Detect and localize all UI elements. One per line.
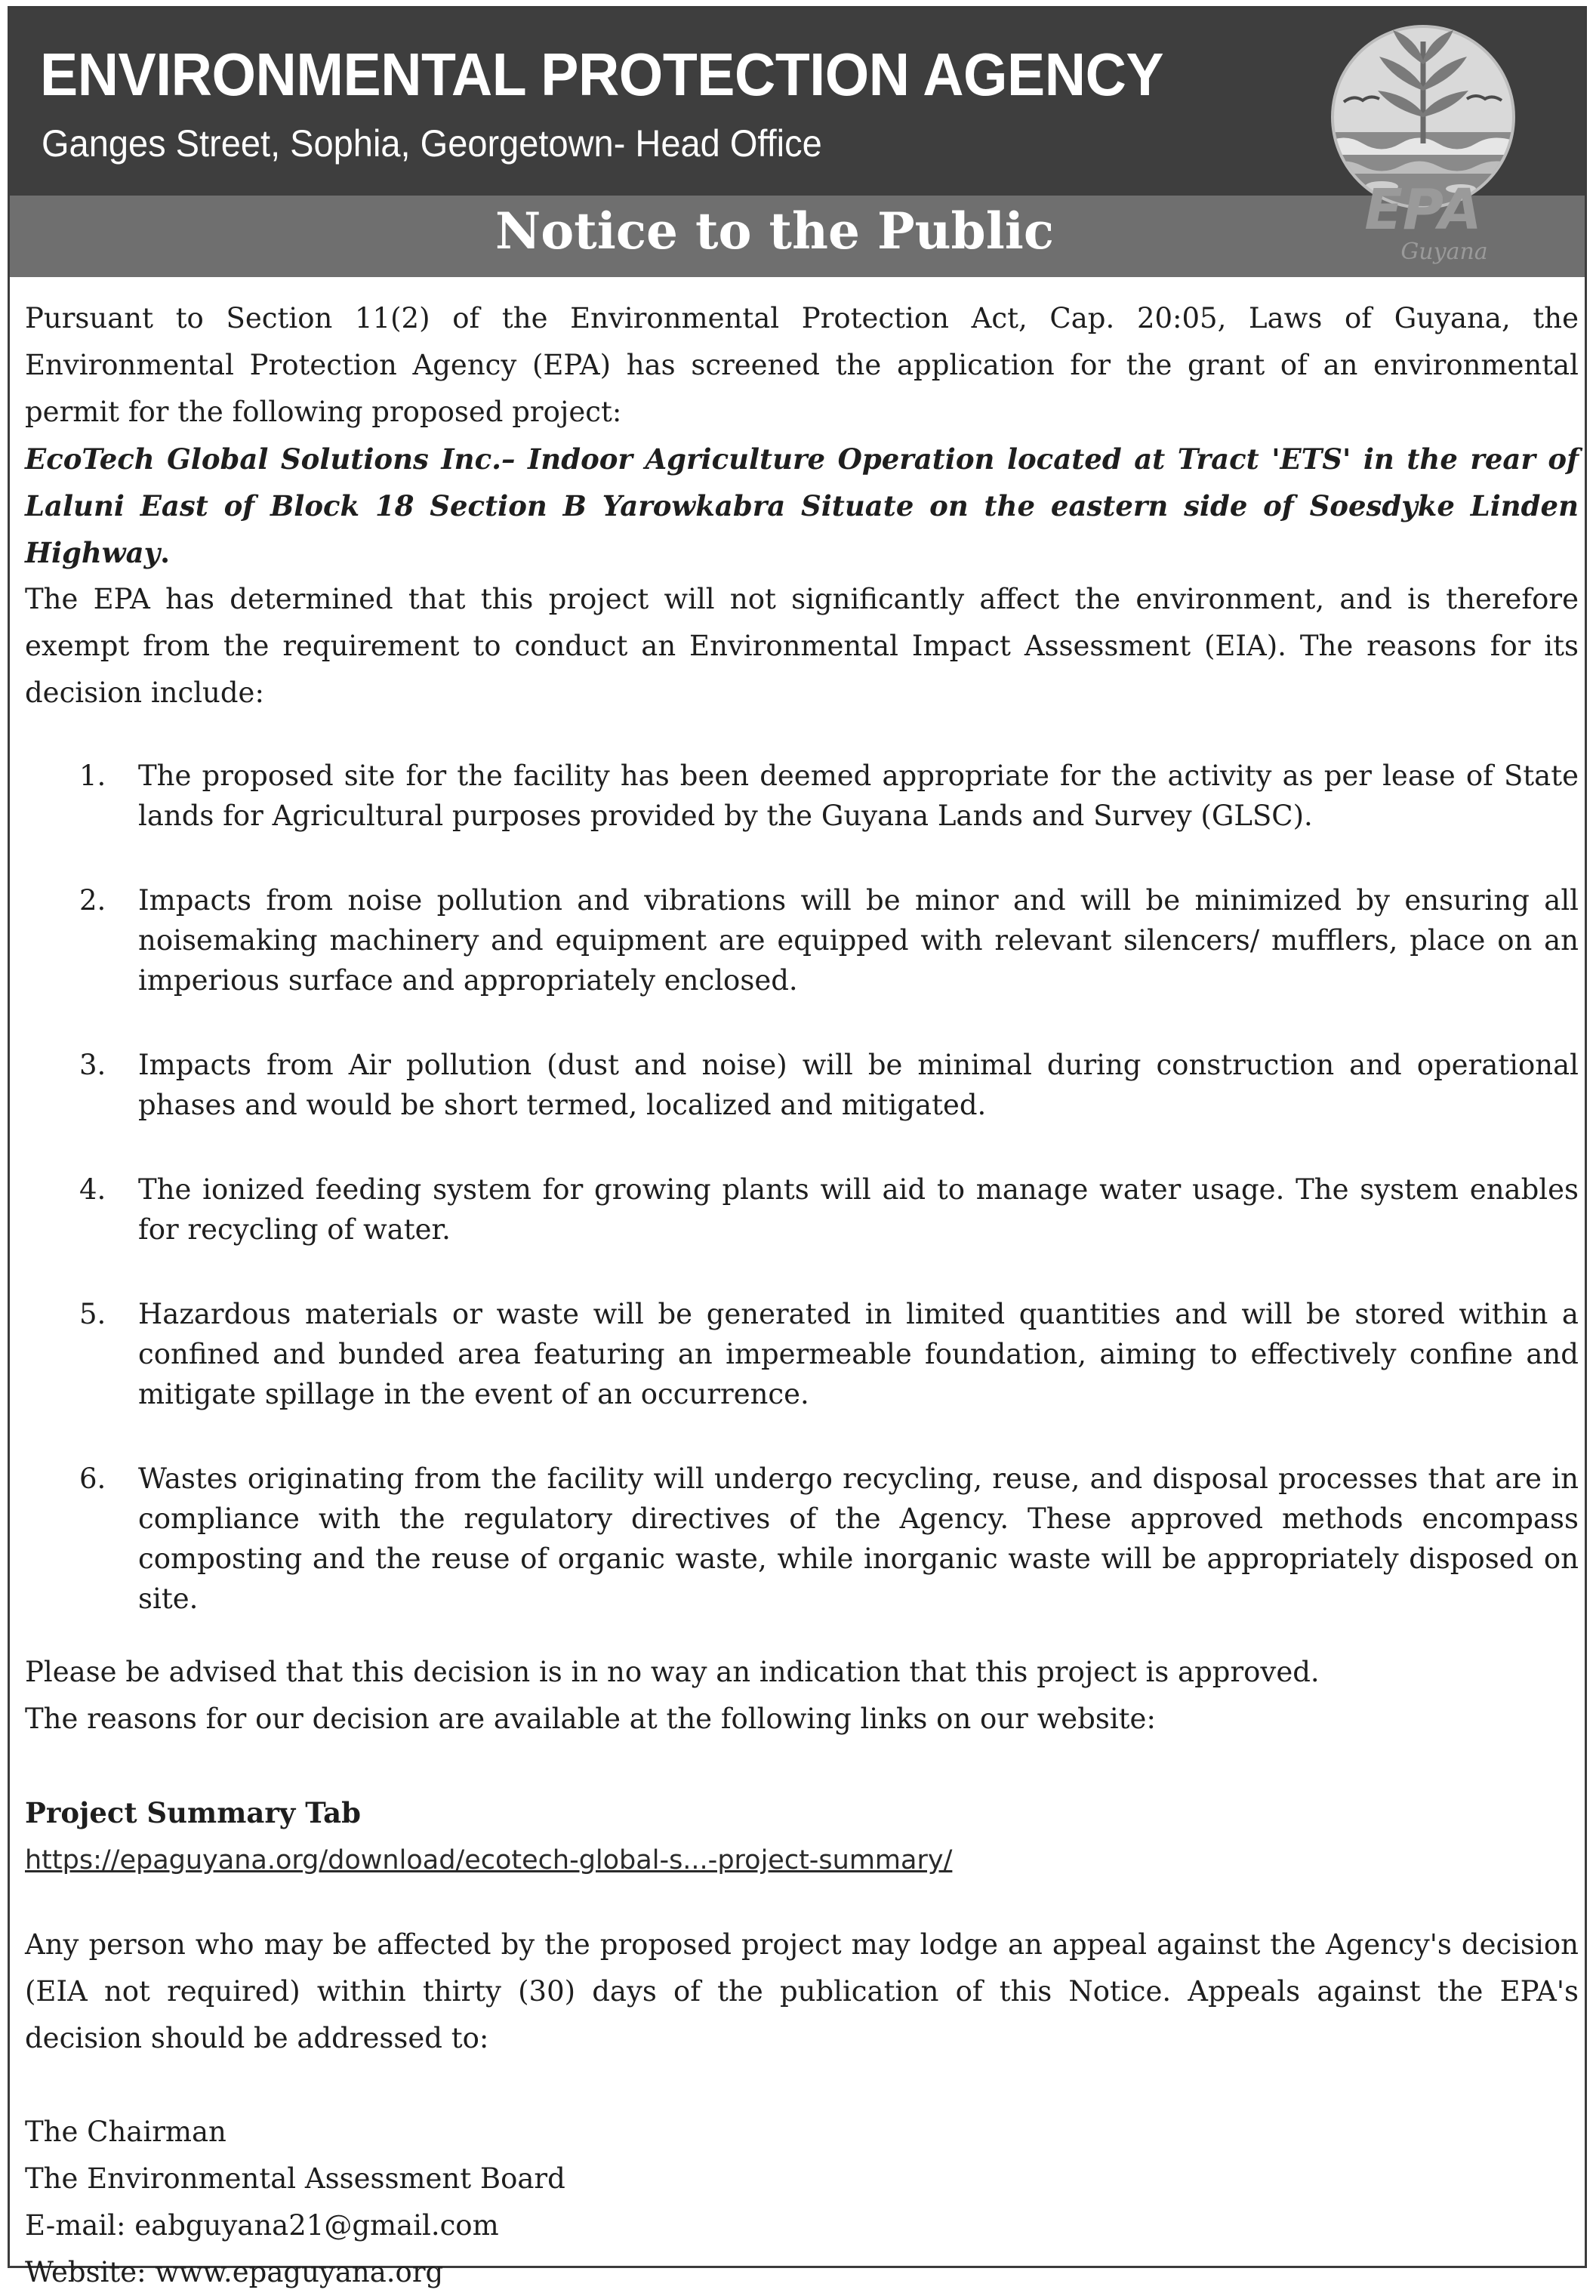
reason-item (25, 756, 1579, 836)
reason-number: 1. (79, 760, 106, 792)
reason-text: Impacts from noise pollution and vibrations will be minor and will be minimized by ensuring all noisemaking machinery and equipment are equipped with relevant silencers/ mufflers, place on an imperious surface and appropriately enclosed. (138, 884, 1579, 997)
epa-guyana-logo (1310, 19, 1536, 268)
reason-number: 5. (79, 1298, 106, 1330)
logo-text-sub: Guyana (1400, 239, 1488, 265)
logo-text-main: EPA (1364, 177, 1482, 242)
project-title (25, 436, 1579, 576)
reasons-list (25, 756, 1579, 1619)
intro-paragraph: Pursuant to Section 11(2) of the Environmental Protection Act, Cap. 20:05, Laws of Guyana, the Environmental Protection Agency (EPA) has screened the application for the grant of an environmental permit for the following proposed project: (25, 302, 1579, 428)
project-summary-heading: Project Summary Tab (25, 1796, 362, 1829)
project-summary-link[interactable]: https://epaguyana.org/download/ecotech-global-s...-project-summary/ (25, 1845, 953, 1875)
reason-number: 3. (79, 1049, 106, 1081)
reason-item (25, 880, 1579, 1000)
notice-page (8, 6, 1587, 2288)
reason-number: 4. (79, 1173, 106, 1206)
appeal-paragraph: Any person who may be affected by the proposed project may lodge an appeal against the Agency's decision (EIA not required) within thirty (30) days of the publication of this Notice. Appeals against the EPA's decision should be addressed to: (25, 1928, 1579, 2054)
contact-title: The Chairman (25, 2116, 226, 2148)
project-title-end: . (160, 536, 171, 569)
reason-item (25, 1170, 1579, 1250)
reason-text: Wastes originating from the facility will undergo recycling, reuse, and disposal processes that are in compliance with the regulatory directives of the Agency. These approved methods encompass composting and the reuse of organic waste, while inorganic waste will be appropriately disposed on site. (138, 1462, 1579, 1615)
contact-email[interactable]: E-mail: eabguyana21@gmail.com (25, 2209, 499, 2242)
reason-number: 6. (79, 1462, 106, 1495)
contact-block (25, 2109, 1579, 2296)
notice-body (25, 295, 1579, 2296)
agency-name: ENVIRONMENTAL PROTECTION AGENCY (40, 41, 1164, 108)
reason-item (25, 1294, 1579, 1414)
advisory-line-1: Please be advised that this decision is in no way an indication that this project is approved. (25, 1656, 1320, 1688)
reason-text: The proposed site for the facility has been deemed appropriate for the activity as per lease of State lands for Agricultural purposes provided by the Guyana Lands and Survey (GLSC). (138, 760, 1579, 832)
contact-website[interactable]: Website: www.epaguyana.org (25, 2256, 444, 2288)
advisory-line-2: The reasons for our decision are available at the following links on our website: (25, 1703, 1156, 1735)
reason-text: Hazardous materials or waste will be generated in limited quantities and will be stored within a confined and bunded area featuring an impermeable foundation, aiming to effectively confine and mitigate spillage in the event of an occurrence. (138, 1298, 1579, 1410)
reason-text: The ionized feeding system for growing plants will aid to manage water usage. The system enables for recycling of water. (138, 1173, 1579, 1246)
agency-address: Ganges Street, Sophia, Georgetown- Head Office (42, 122, 822, 165)
reason-number: 2. (79, 884, 106, 917)
determination-paragraph: The EPA has determined that this project will not significantly affect the environment, and is therefore exempt from the requirement to conduct an Environmental Impact Assessment (EIA). The reasons for its decision include: (25, 583, 1579, 709)
reason-item (25, 1045, 1579, 1125)
notice-title: Notice to the Public (495, 202, 1055, 260)
contact-board: The Environmental Assessment Board (25, 2162, 565, 2195)
project-summary-link-line (25, 1836, 1579, 1884)
reason-item (25, 1459, 1579, 1619)
reason-text: Impacts from Air pollution (dust and noise) will be minimal during construction and operational phases and would be short termed, localized and mitigated. (138, 1049, 1579, 1121)
project-title-text: EcoTech Global Solutions Inc.– Indoor Agriculture Operation located at Tract 'ETS' in the rear of Laluni East of Block 18 Section B Yarowkabra Situate on the eastern side of Soesdyke Linden Highway (25, 442, 1579, 569)
